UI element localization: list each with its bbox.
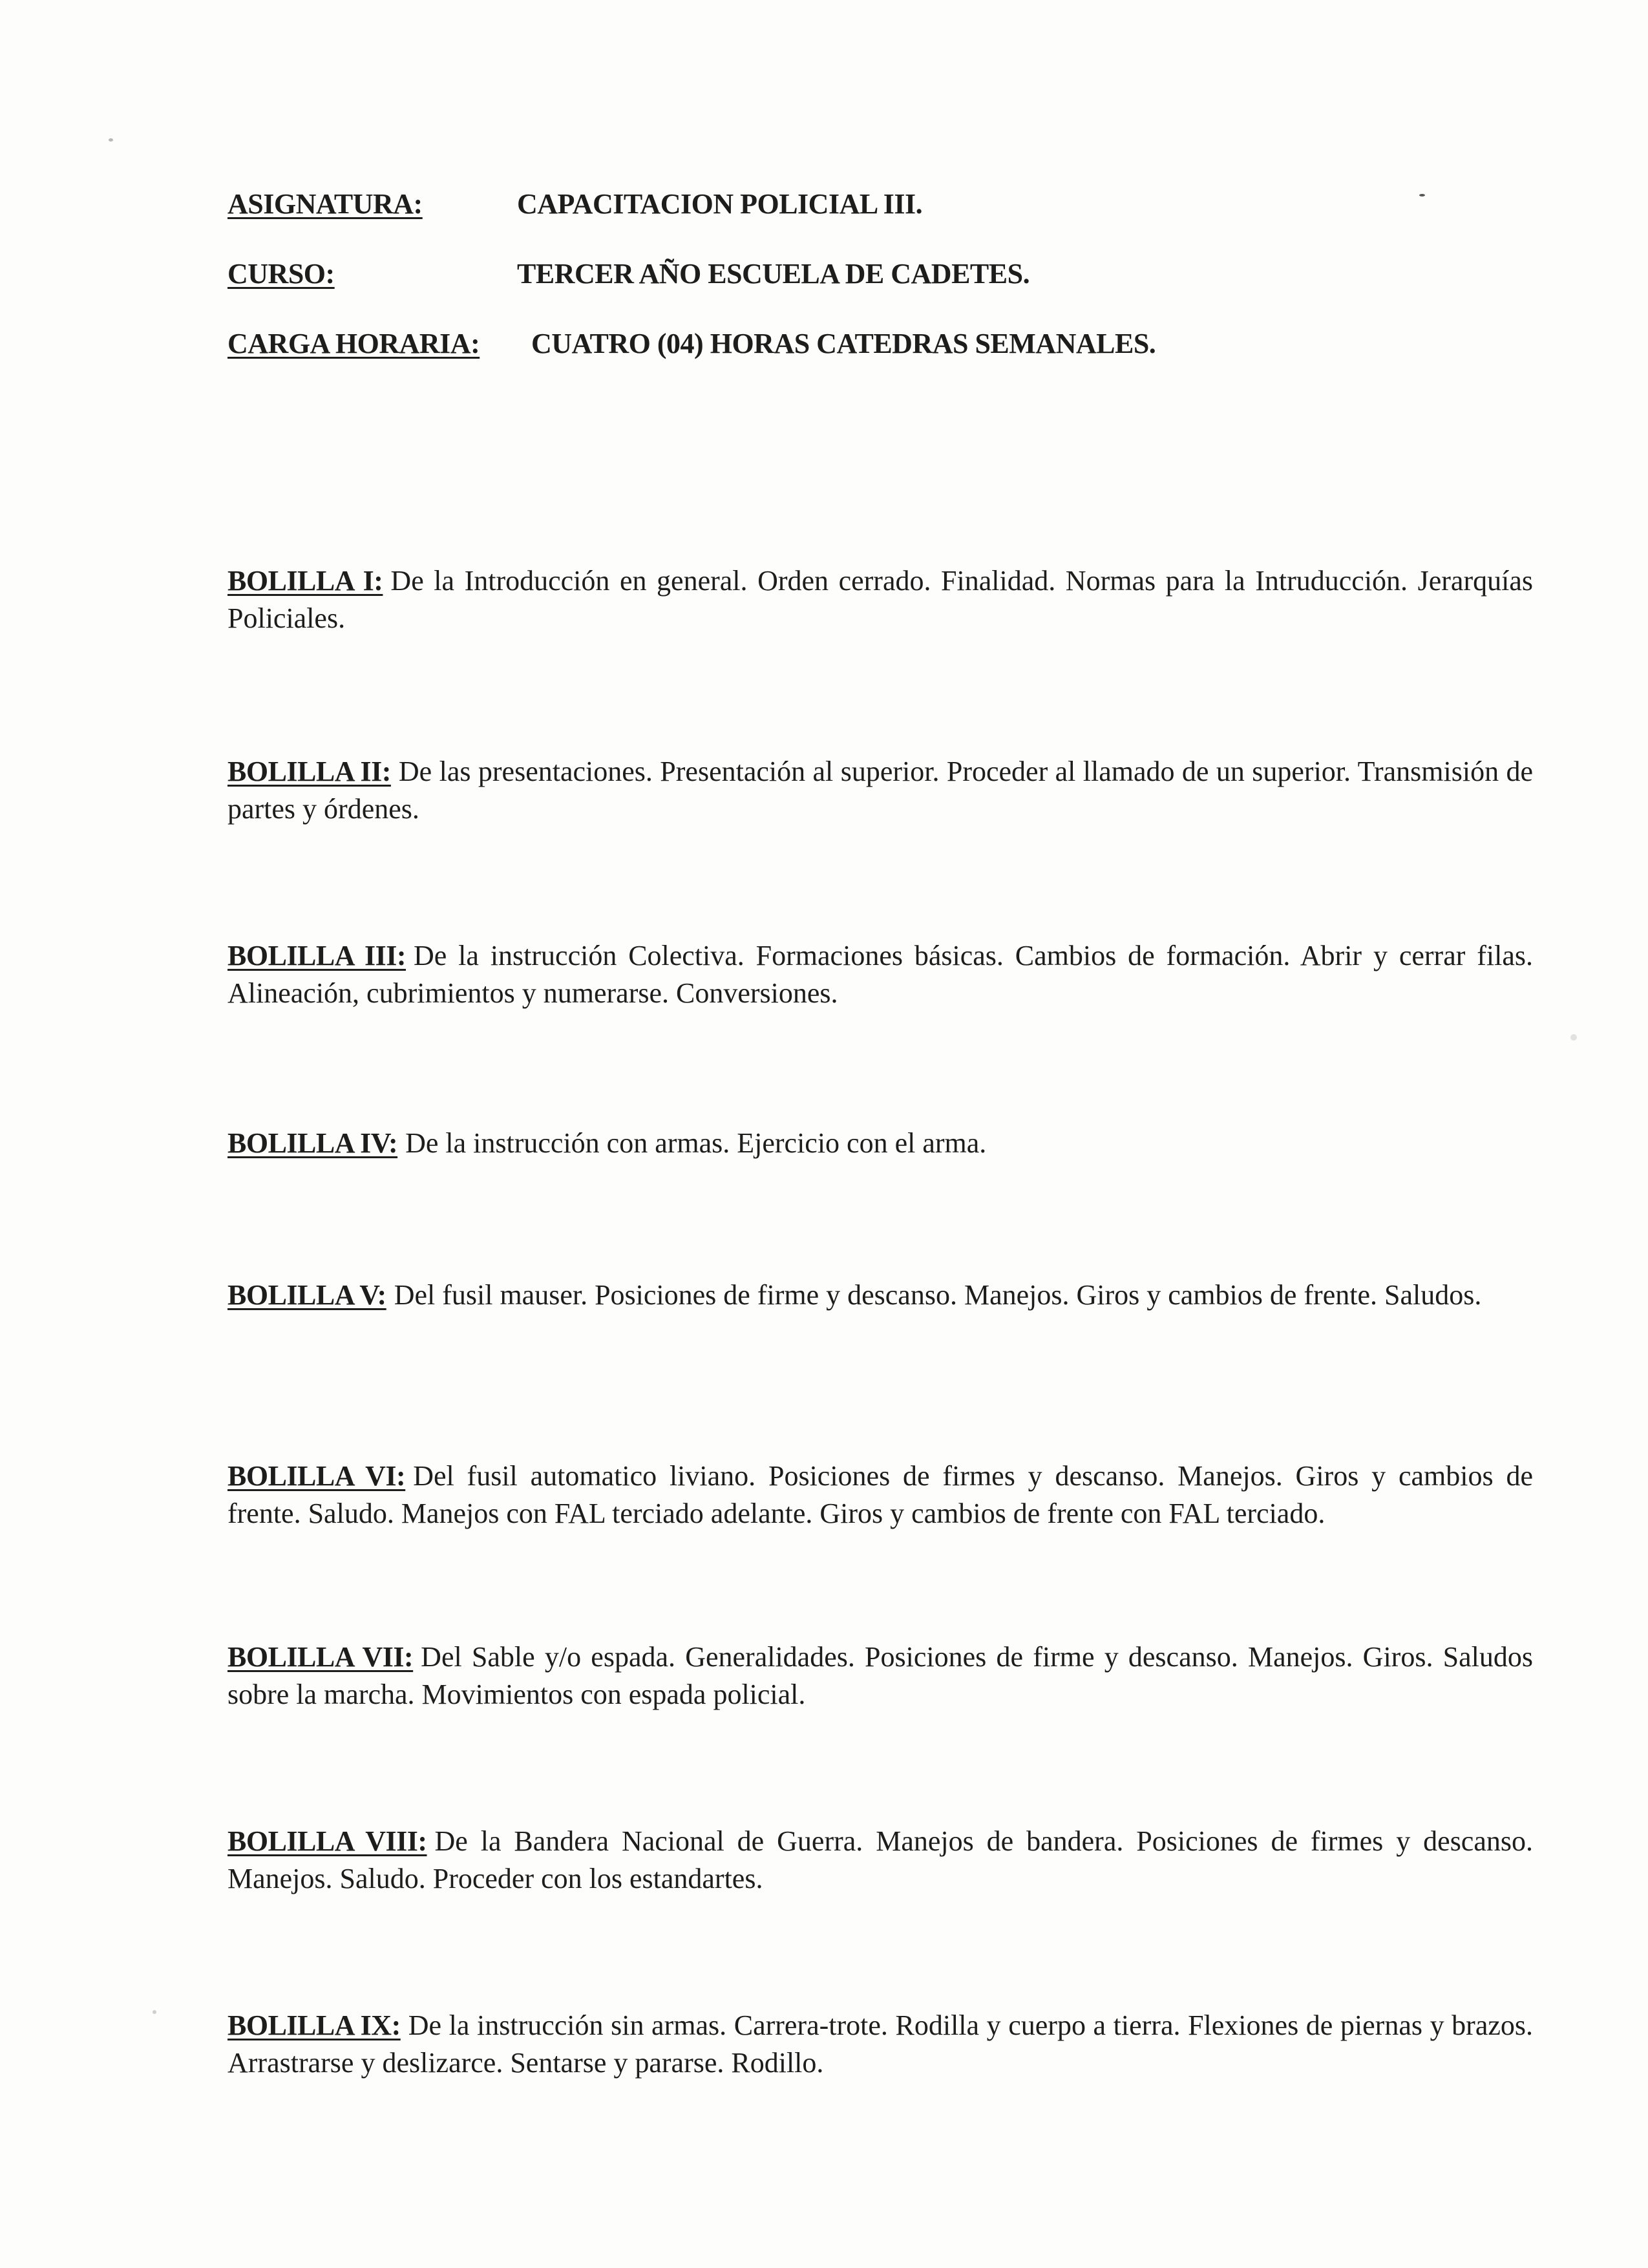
- unit-label: BOLILLA III:: [227, 940, 406, 971]
- unit-label: BOLILLA VIII:: [227, 1825, 427, 1857]
- course-label: CURSO:: [227, 258, 335, 290]
- hours-label: CARGA HORARIA:: [227, 328, 480, 359]
- unit-item: [227, 2007, 1533, 2082]
- subject-label: ASIGNATURA:: [227, 188, 423, 220]
- hours-row: [227, 327, 1552, 397]
- unit-text: Del fusil mauser. Posiciones de firme y descanso. Manejos. Giros y cambios de frente. Saludos.: [394, 1279, 1482, 1311]
- unit-item: [227, 1823, 1533, 1898]
- unit-text: De las presentaciones. Presentación al superior. Proceder al llamado de un superior. Transmisión de partes y órdenes.: [227, 756, 1534, 825]
- hours-value: CUATRO (04) HORAS CATEDRAS SEMANALES.: [531, 328, 1156, 359]
- unit-label: BOLILLA VII:: [227, 1641, 414, 1673]
- scan-speck: [109, 138, 113, 142]
- unit-text: Del fusil automatico liviano. Posiciones de firmes y descanso. Manejos. Giros y cambios de frente. Saludo. Manejos con FAL terciado adelante. Giros y cambios de frente con FAL terciado.: [227, 1460, 1534, 1529]
- unit-label: BOLILLA IX:: [227, 2009, 401, 2041]
- unit-text: De la instrucción Colectiva. Formaciones básicas. Cambios de formación. Abrir y cerrar filas. Alineación, cubrimientos y numerarse. Conversiones.: [227, 940, 1534, 1009]
- unit-label: BOLILLA VI:: [227, 1460, 406, 1492]
- unit-item: [227, 937, 1533, 1012]
- course-header: [227, 187, 1552, 397]
- subject-value: CAPACITACION POLICIAL III.: [517, 188, 923, 220]
- unit-label: BOLILLA II:: [227, 756, 391, 787]
- subject-row: [227, 187, 1552, 257]
- course-value: TERCER AÑO ESCUELA DE CADETES.: [517, 258, 1030, 290]
- unit-text: De la instrucción con armas. Ejercicio con el arma.: [405, 1127, 987, 1159]
- unit-text: Del Sable y/o espada. Generalidades. Posiciones de firme y descanso. Manejos. Giros. Saludos sobre la marcha. Movimientos con espada policial.: [227, 1641, 1533, 1710]
- unit-label: BOLILLA IV:: [227, 1127, 398, 1159]
- unit-label: BOLILLA I:: [227, 565, 383, 597]
- unit-item: [227, 1125, 1533, 1162]
- unit-label: BOLILLA V:: [227, 1279, 386, 1311]
- course-row: [227, 257, 1552, 327]
- unit-text: De la Introducción en general. Orden cerrado. Finalidad. Normas para la Intruducción. Jerarquías Policiales.: [227, 565, 1533, 634]
- scan-speck: [1570, 1034, 1577, 1041]
- unit-item: [227, 1457, 1533, 1532]
- unit-text: De la instrucción sin armas. Carrera-trote. Rodilla y cuerpo a tierra. Flexiones de piernas y brazos. Arrastrarse y deslizarce. Sentarse y pararse. Rodillo.: [227, 2009, 1534, 2079]
- unit-item: [227, 753, 1533, 828]
- unit-item: [227, 562, 1533, 637]
- scan-speck: [153, 2010, 156, 2014]
- unit-text: De la Bandera Nacional de Guerra. Manejos de bandera. Posiciones de firmes y descanso. Manejos. Saludo. Proceder con los estandartes.: [227, 1825, 1533, 1894]
- unit-item: [227, 1638, 1533, 1713]
- unit-item: [227, 1277, 1533, 1314]
